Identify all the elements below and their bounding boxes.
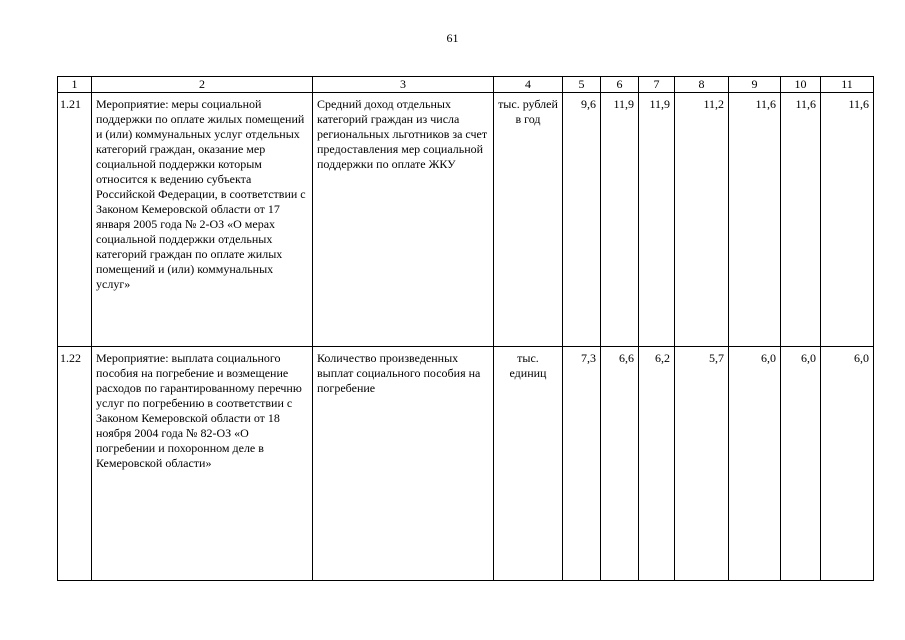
measure-description: Мероприятие: выплата социального пособия на погребение и возмещение расходов по гарантированному перечню услуг по погребению в соответствии с Законом Кемеровской области от 18 ноября 2004 года № 82-ОЗ «О погребении и похоронном деле в Кемеровской области» (92, 347, 313, 581)
value-cell: 6,6 (601, 347, 639, 581)
header-cell: 11 (821, 77, 874, 93)
table-row (58, 93, 874, 347)
value-cell: 9,6 (563, 93, 601, 347)
value-cell: 11,6 (821, 93, 874, 347)
value-cell: 5,7 (675, 347, 729, 581)
indicator-name: Количество произведенных выплат социального пособия на погребение (313, 347, 494, 581)
measure-description: Мероприятие: меры социальной поддержки по оплате жилых помещений и (или) коммунальных услуг отдельных категорий граждан, оказание мер социальной поддержки которым относится к ведению субъекта Российской Федерации, в соответствии с Законом Кемеровской области от 17 января 2005 года № 2-ОЗ «О мерах социальной поддержки отдельных категорий граждан по оплате жилых помещений и (или) коммунальных услуг» (92, 93, 313, 347)
value-cell: 11,9 (601, 93, 639, 347)
indicator-name: Средний доход отдельных категорий граждан из числа региональных льготников за счет предоставления мер социальной поддержки по оплате ЖКУ (313, 93, 494, 347)
value-cell: 7,3 (563, 347, 601, 581)
value-cell: 11,6 (781, 93, 821, 347)
header-cell: 5 (563, 77, 601, 93)
page-number: 61 (446, 31, 459, 45)
header-cell: 7 (639, 77, 675, 93)
value-cell: 11,6 (729, 93, 781, 347)
header-cell: 9 (729, 77, 781, 93)
value-cell: 11,2 (675, 93, 729, 347)
value-cell: 6,0 (781, 347, 821, 581)
header-cell: 3 (313, 77, 494, 93)
value-cell: 11,9 (639, 93, 675, 347)
value-cell: 6,0 (729, 347, 781, 581)
header-cell: 10 (781, 77, 821, 93)
header-cell: 4 (494, 77, 563, 93)
header-cell: 2 (92, 77, 313, 93)
indicators-table (57, 76, 874, 581)
value-cell: 6,0 (821, 347, 874, 581)
header-cell: 6 (601, 77, 639, 93)
header-cell: 1 (58, 77, 92, 93)
header-row (58, 77, 874, 93)
table-row (58, 347, 874, 581)
value-cell: 6,2 (639, 347, 675, 581)
row-number: 1.22 (58, 347, 92, 581)
unit-of-measure: тыс. единиц (494, 347, 563, 581)
unit-of-measure: тыс. рублей в год (494, 93, 563, 347)
row-number: 1.21 (58, 93, 92, 347)
header-cell: 8 (675, 77, 729, 93)
